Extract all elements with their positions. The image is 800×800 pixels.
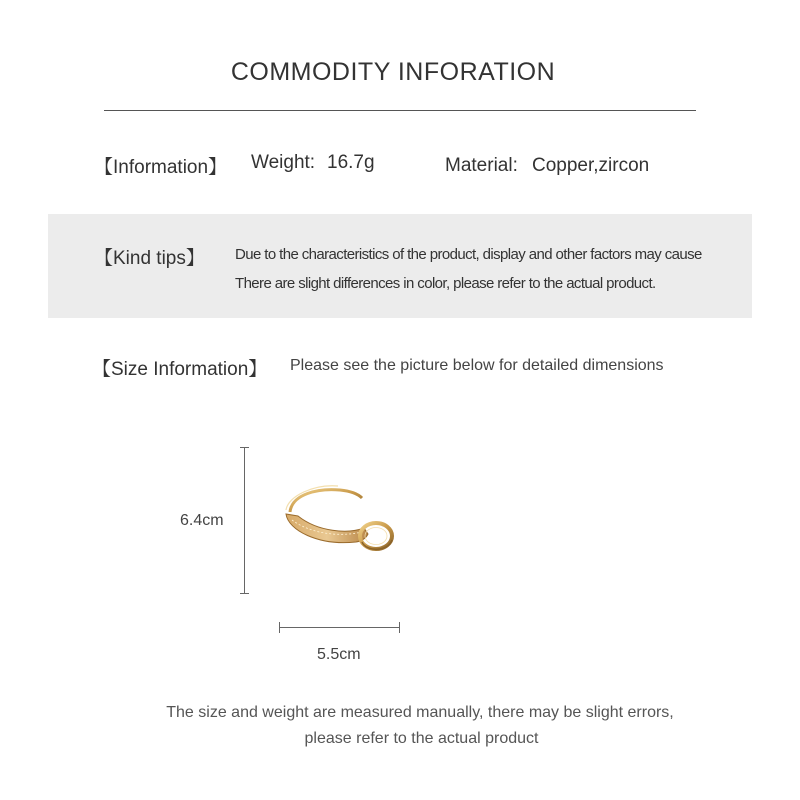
kind-tips-line-2: There are slight differences in color, please refer to the actual product.: [235, 275, 656, 292]
height-dimension-line: [244, 447, 245, 593]
weight-label: Weight:: [251, 152, 316, 173]
height-dimension-label: 6.4cm: [180, 512, 224, 529]
kind-tips-line-1: Due to the characteristics of the product, display and other factors may cause: [235, 246, 702, 263]
page-title: COMMODITY INFORATION: [230, 58, 556, 86]
information-label: 【Information】: [94, 157, 228, 178]
height-dimension-cap-top: [240, 447, 249, 448]
title-divider: [104, 110, 696, 111]
material-label: Material:: [445, 155, 518, 176]
width-dimension-cap-right: [399, 622, 400, 633]
material-value: Copper,zircon: [532, 155, 650, 176]
measurement-note-line-2: please refer to the actual product: [304, 730, 539, 747]
weight-value: 16.7g: [327, 152, 375, 173]
size-information-description: Please see the picture below for detailed dimensions: [290, 357, 664, 374]
width-dimension-line: [279, 627, 400, 628]
height-dimension-cap-bottom: [240, 593, 249, 594]
kind-tips-label: 【Kind tips】: [94, 248, 205, 269]
width-dimension-label: 5.5cm: [317, 646, 361, 663]
measurement-note-line-1: The size and weight are measured manually, there may be slight errors,: [166, 704, 674, 721]
ring-product-image: [278, 480, 408, 560]
size-information-label: 【Size Information】: [92, 359, 268, 380]
width-dimension-cap-left: [279, 622, 280, 633]
